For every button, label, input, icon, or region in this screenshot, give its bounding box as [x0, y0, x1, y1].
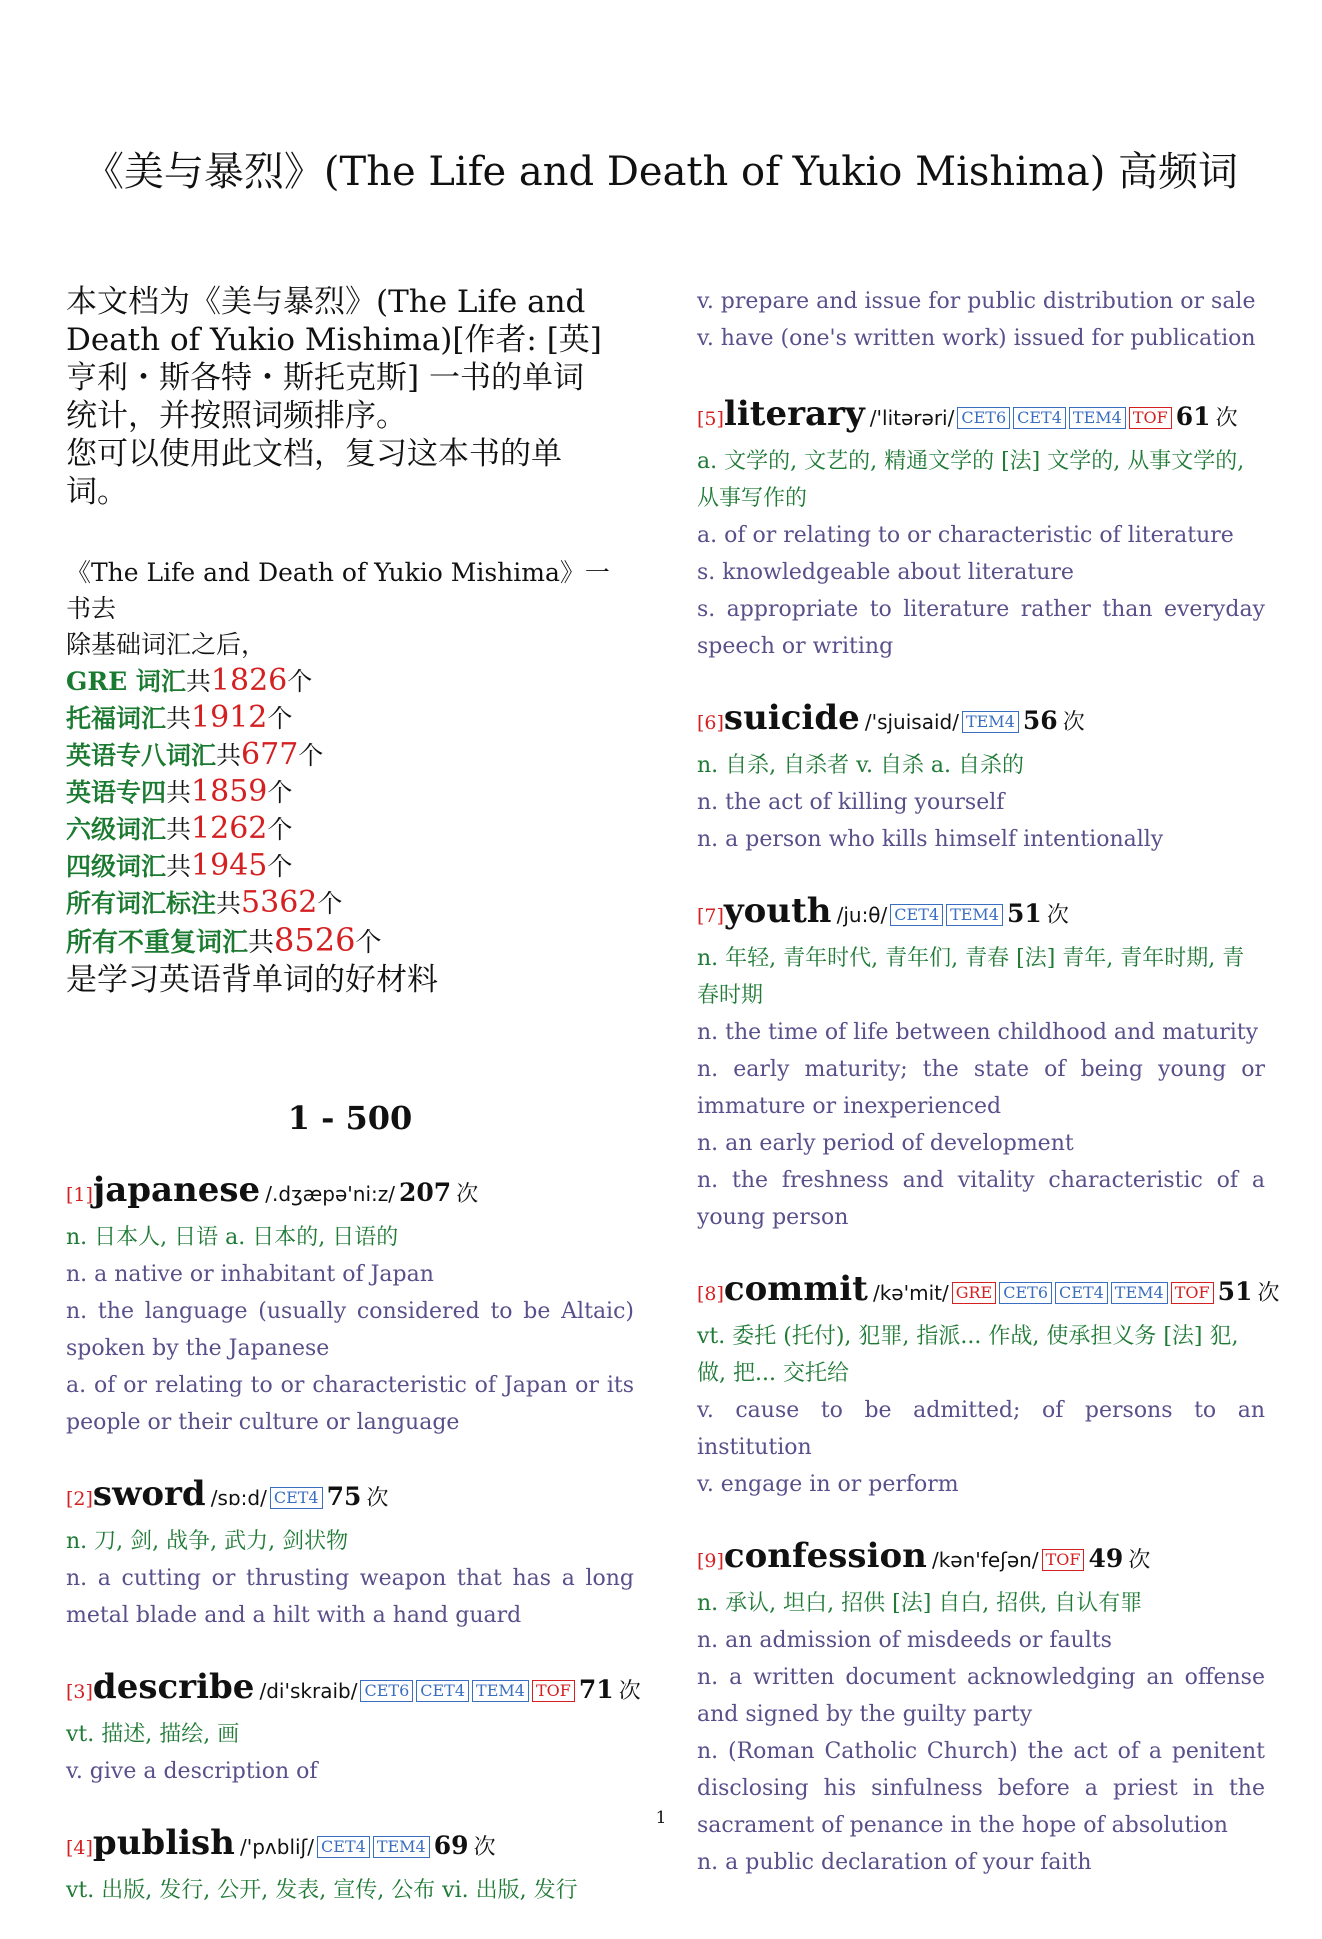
english-definition: n. a person who kills himself intentionally	[697, 827, 1164, 852]
closing-line: 是学习英语背单词的好材料	[66, 962, 438, 998]
times-label: 次	[456, 1182, 479, 1207]
entry-count: 56	[1022, 706, 1058, 735]
english-definition: v. engage in or perform	[697, 1472, 959, 1497]
intro-line: 本文档为《美与暴烈》(The Life and	[66, 284, 586, 320]
entry-header	[66, 1664, 641, 1716]
stat-number: 1912	[191, 700, 268, 735]
english-definition: a. of or relating to or characteristic of literature	[697, 523, 1234, 548]
entry-header	[697, 888, 1265, 940]
times-label: 次	[1062, 710, 1085, 735]
stat-connector: 共	[166, 815, 192, 844]
stat-unit: 个	[267, 815, 293, 844]
english-definition: n. a public declaration of your faith	[697, 1850, 1092, 1875]
intro-line: 亨利・斯各特・斯托克斯] 一书的单词	[66, 360, 584, 396]
times-label: 次	[1215, 406, 1238, 431]
stat-connector: 共	[185, 667, 211, 696]
entry-index: [9]	[697, 1550, 724, 1572]
times-label: 次	[1257, 1281, 1280, 1306]
word-entry	[66, 1167, 634, 1441]
chinese-definition: n. 日本人, 日语 a. 日本的, 日语的	[66, 1225, 399, 1250]
left-entry-list	[66, 1167, 641, 1909]
stat-line	[66, 848, 634, 885]
stat-label: 所有不重复词汇	[66, 928, 249, 958]
entry-index: [6]	[697, 712, 724, 734]
stat-number: 1859	[191, 774, 268, 809]
left-column	[66, 283, 641, 1939]
intro-line: Death of Yukio Mishima)[作者: [英]	[66, 322, 602, 358]
exam-tag: CET4	[890, 904, 943, 926]
exam-tag: CET4	[317, 1836, 370, 1858]
entry-word: suicide	[723, 698, 860, 738]
chinese-definition: n. 承认, 坦白, 招供 [法] 自白, 招供, 自认有罪	[697, 1591, 1143, 1616]
chinese-definition: n. 自杀, 自杀者 v. 自杀 a. 自杀的	[697, 753, 1025, 778]
times-label: 次	[366, 1486, 389, 1511]
entry-header	[697, 695, 1265, 747]
exam-tag: CET4	[1055, 1282, 1108, 1304]
entry-phonetic: /'pʌbliʃ/	[239, 1835, 315, 1859]
chinese-definition: a. 文学的, 文艺的, 精通文学的 [法] 文学的, 从事文学的, 从事写作的	[697, 449, 1245, 511]
stat-connector: 共	[166, 704, 192, 733]
stat-unit: 个	[287, 667, 313, 696]
stat-label: GRE 词汇	[66, 667, 186, 696]
stat-label: 英语专四	[66, 778, 167, 807]
entry-index: [5]	[697, 408, 724, 430]
stat-connector: 共	[216, 741, 242, 770]
intro-line: 词。	[66, 474, 128, 510]
stat-line	[66, 811, 634, 848]
entry-word: sword	[92, 1474, 206, 1514]
exam-tag: TOF	[1171, 1282, 1214, 1304]
entry-word: confession	[723, 1536, 927, 1576]
stat-unit: 个	[298, 741, 324, 770]
exam-tag: CET4	[1013, 407, 1066, 429]
english-definition: n. a native or inhabitant of Japan	[66, 1262, 434, 1287]
entry-count: 71	[578, 1675, 614, 1704]
entry-phonetic: /.dʒæpə'ni:z/	[265, 1182, 395, 1206]
word-entry	[697, 888, 1265, 1236]
stat-label: 托福词汇	[66, 704, 167, 733]
times-label: 次	[473, 1835, 496, 1860]
summary-line: 《The Life and Death of Yukio Mishima》一书去	[66, 558, 610, 623]
exam-tag: TOF	[532, 1680, 575, 1702]
entry-phonetic: /'litərəri/	[869, 406, 955, 430]
exam-tag: CET4	[270, 1487, 323, 1509]
entry-phonetic: /kən'feʃən/	[931, 1548, 1039, 1572]
chinese-definition: vt. 出版, 发行, 公开, 发表, 宣传, 公布 vi. 出版, 发行	[66, 1878, 578, 1903]
times-label: 次	[1128, 1548, 1151, 1573]
exam-tag: TOF	[1129, 407, 1172, 429]
chinese-definition: n. 刀, 剑, 战争, 武力, 剑状物	[66, 1529, 349, 1554]
entry-count: 51	[1006, 899, 1042, 928]
stat-number: 677	[241, 737, 299, 772]
english-definition: n. a cutting or thrusting weapon that has a long metal blade and a hilt with a hand guard	[66, 1566, 634, 1628]
chinese-definition: vt. 描述, 描绘, 画	[66, 1722, 240, 1747]
word-entry	[697, 1533, 1265, 1881]
document-title: 《美与暴烈》(The Life and Death of Yukio Mishima) 高频词	[83, 149, 1239, 195]
chinese-definition: n. 年轻, 青年时代, 青年们, 青春 [法] 青年, 青年时期, 青春时期	[697, 946, 1245, 1008]
stat-connector: 共	[166, 852, 192, 881]
exam-tag: CET6	[957, 407, 1010, 429]
english-definition: v. prepare and issue for public distribution or sale	[697, 289, 1256, 314]
stat-line	[66, 737, 634, 774]
entry-continuation	[697, 283, 1265, 357]
entry-word: literary	[723, 394, 865, 434]
intro-line: 您可以使用此文档，复习这本书的单	[66, 436, 562, 472]
word-entry	[697, 1266, 1280, 1503]
chinese-definition: vt. 委托 (托付), 犯罪, 指派... 作战, 使承担义务 [法] 犯, 做, 把... 交托给	[697, 1324, 1239, 1386]
stat-number: 1945	[191, 848, 268, 883]
english-definition: n. early maturity; the state of being young or immature or inexperienced	[697, 1057, 1265, 1119]
stat-label: 所有词汇标注	[66, 889, 217, 918]
entry-word: youth	[723, 891, 832, 931]
entry-index: [8]	[697, 1283, 724, 1305]
stat-number: 1826	[210, 663, 288, 698]
english-definition: n. an early period of development	[697, 1131, 1074, 1156]
stat-connector: 共	[216, 889, 242, 918]
entry-index: [3]	[66, 1681, 93, 1703]
english-definition: n. the time of life between childhood and maturity	[697, 1020, 1259, 1045]
stat-line	[66, 663, 634, 700]
exam-tag: CET6	[360, 1680, 413, 1702]
exam-tag: TEM4	[1069, 407, 1126, 429]
entry-phonetic: /di'skraib/	[259, 1679, 358, 1703]
entry-count: 51	[1217, 1277, 1253, 1306]
entry-word: describe	[92, 1667, 255, 1707]
exam-tag: TEM4	[373, 1836, 430, 1858]
stat-line	[66, 922, 634, 961]
right-entry-list	[697, 391, 1280, 1881]
stat-line	[66, 700, 634, 737]
english-definition: n. an admission of misdeeds or faults	[697, 1628, 1112, 1653]
entry-phonetic: /kə'mit/	[872, 1281, 949, 1305]
english-definition: n. the language (usually considered to be Altaic) spoken by the Japanese	[66, 1299, 634, 1361]
exam-tag: CET4	[416, 1680, 469, 1702]
exam-tag: TOF	[1042, 1549, 1085, 1571]
entry-header	[697, 391, 1265, 443]
exam-tag: TEM4	[1111, 1282, 1168, 1304]
stat-line	[66, 885, 634, 922]
english-definition: v. give a description of	[66, 1759, 318, 1784]
summary-line: 除基础词汇之后，	[66, 630, 267, 659]
exam-tag: TEM4	[946, 904, 1003, 926]
entry-index: [2]	[66, 1488, 93, 1510]
english-definition: s. appropriate to literature rather than everyday speech or writing	[697, 597, 1265, 659]
entry-count: 207	[398, 1178, 452, 1207]
stat-unit: 个	[355, 928, 382, 958]
english-definition: s. knowledgeable about literature	[697, 560, 1074, 585]
times-label: 次	[1046, 903, 1069, 928]
english-definition: v. have (one's written work) issued for publication	[697, 326, 1256, 351]
vocabulary-stats	[66, 663, 634, 961]
word-entry	[66, 1471, 634, 1634]
stat-unit: 个	[317, 889, 343, 918]
entry-phonetic: /'sjuisaid/	[864, 710, 959, 734]
word-entry	[697, 391, 1265, 665]
exam-tag: GRE	[952, 1282, 997, 1304]
summary-heading	[66, 555, 634, 663]
word-entry	[66, 1820, 634, 1909]
word-entry	[697, 695, 1265, 858]
entry-count: 61	[1175, 402, 1211, 431]
stat-unit: 个	[267, 852, 293, 881]
stat-number: 8526	[274, 921, 356, 959]
entry-count: 69	[433, 1831, 469, 1860]
entry-header	[66, 1167, 634, 1219]
entry-phonetic: /sɒ:d/	[210, 1486, 267, 1510]
english-definition: n. the act of killing yourself	[697, 790, 1005, 815]
english-definition: v. cause to be admitted; of persons to an institution	[697, 1398, 1265, 1460]
entry-index: [7]	[697, 905, 724, 927]
stat-line	[66, 774, 634, 811]
page-number: 1	[655, 1808, 667, 1828]
entry-word: japanese	[92, 1170, 261, 1210]
exam-tag: TEM4	[472, 1680, 529, 1702]
range-heading: 1 - 500	[287, 1099, 413, 1137]
right-column	[697, 283, 1280, 1911]
word-entry	[66, 1664, 641, 1790]
stat-unit: 个	[267, 704, 293, 733]
entry-header	[697, 1266, 1280, 1318]
stat-connector: 共	[166, 778, 192, 807]
stat-number: 5362	[241, 885, 318, 920]
entry-count: 75	[326, 1482, 362, 1511]
english-definition: n. a written document acknowledging an offense and signed by the guilty party	[697, 1665, 1265, 1727]
stat-label: 四级词汇	[66, 852, 167, 881]
entry-word: publish	[92, 1823, 235, 1863]
entry-index: [4]	[66, 1837, 93, 1859]
times-label: 次	[618, 1679, 641, 1704]
stat-label: 六级词汇	[66, 815, 167, 844]
exam-tag: TEM4	[962, 711, 1019, 733]
exam-tag: CET6	[999, 1282, 1052, 1304]
stat-connector: 共	[248, 928, 275, 958]
english-definition: n. (Roman Catholic Church) the act of a penitent disclosing his sinfulness before a priest in the sacrament of penance in the hope of absolution	[697, 1739, 1265, 1838]
stat-number: 1262	[191, 811, 268, 846]
entry-header	[66, 1471, 634, 1523]
stat-unit: 个	[267, 778, 293, 807]
entry-index: [1]	[66, 1184, 93, 1206]
intro-text	[66, 283, 634, 511]
entry-count: 49	[1088, 1544, 1124, 1573]
english-definition: n. the freshness and vitality characteristic of a young person	[697, 1168, 1265, 1230]
entry-phonetic: /ju:θ/	[836, 903, 888, 927]
stat-label: 英语专八词汇	[66, 741, 217, 770]
english-definition: a. of or relating to or characteristic of Japan or its people or their culture or language	[66, 1373, 634, 1435]
entry-word: commit	[723, 1269, 868, 1309]
entry-header	[697, 1533, 1265, 1585]
intro-line: 统计，并按照词频排序。	[66, 398, 407, 434]
